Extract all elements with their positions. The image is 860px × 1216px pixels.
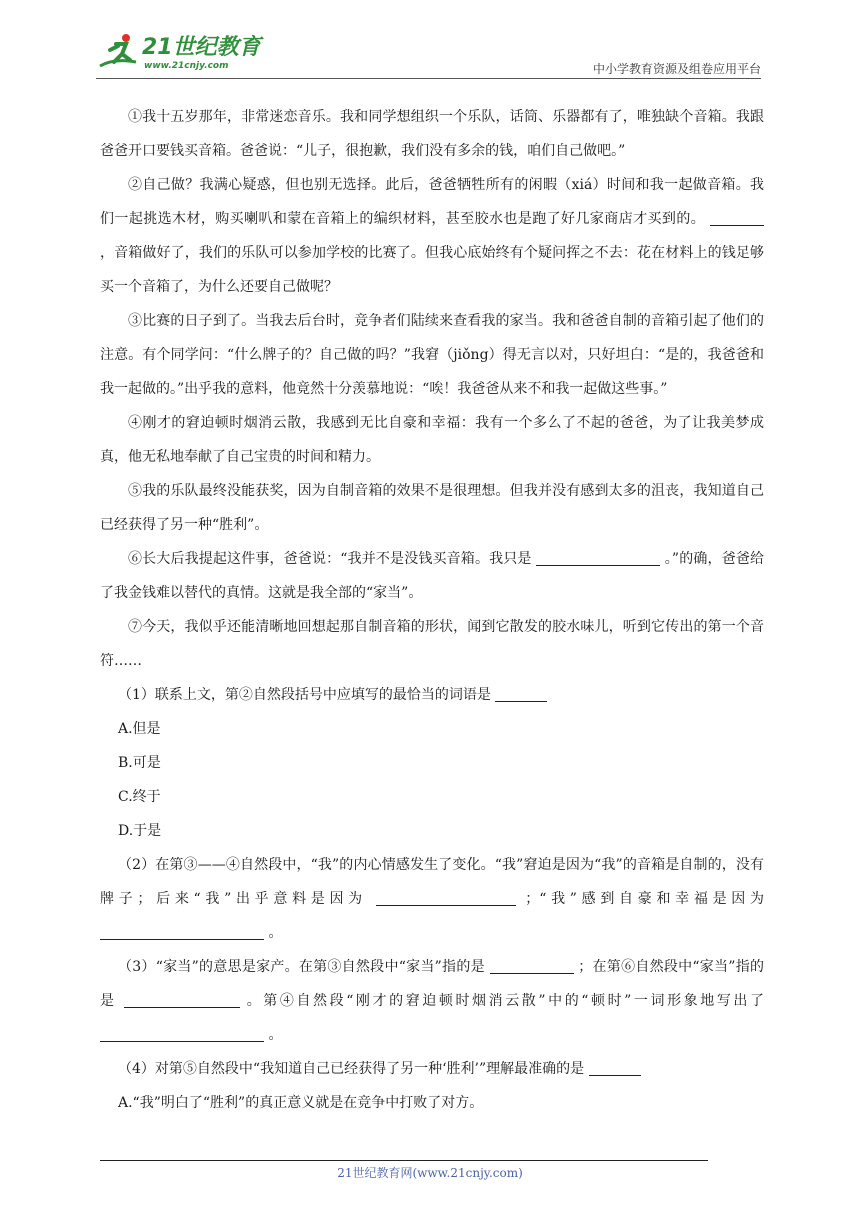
answer-blank-q1[interactable]: [495, 685, 547, 702]
paragraph-6-text: ⑥长大后我提起这件事，爸爸说：“我并不是没钱买音箱。我只是: [128, 551, 532, 567]
paragraph-7: ⑦今天，我似乎还能清晰地回想起那自制音箱的形状，闻到它散发的胶水味儿，听到它传出的第一个音符……: [100, 619, 764, 669]
question-3-text-b: ；在第⑥自然段中“家当”指的是: [100, 959, 764, 1009]
option-a[interactable]: A.但是: [118, 721, 161, 737]
runner-logo-icon: [96, 32, 144, 72]
paragraph-6: [100, 542, 764, 610]
option-c[interactable]: C.终于: [118, 789, 161, 805]
paragraph-4: ④刚才的窘迫顿时烟消云散，我感到无比自豪和幸福：我有一个多么了不起的爸爸，为了让我美梦成真，他无私地奉献了自己宝贵的时间和精力。: [100, 415, 764, 465]
answer-blank-q3-2[interactable]: [124, 991, 240, 1008]
question-4-text: （4）对第⑤自然段中“我知道自己已经获得了另一种‘胜利’”理解最准确的是: [118, 1061, 585, 1077]
question-1-text: （1）联系上文，第②自然段括号中应填写的最恰当的词语是: [118, 687, 491, 703]
question-2-text-b: ；“我”感到自豪和幸福是因为: [525, 891, 764, 907]
paragraph-2-text-cont: ，音箱做好了，我们的乐队可以参加学校的比赛了。但我心底始终有个疑问挥之不去：花在材料上的钱足够买一个音箱了，为什么还要自己做呢？: [100, 245, 764, 295]
question-4-option-a[interactable]: A.“我”明白了“胜利”的真正意义就是在竞争中打败了对方。: [118, 1095, 484, 1111]
paragraph-2-text: ②自己做？我满心疑惑，但也别无选择。此后，爸爸牺牲所有的闲暇（xiá）时间和我一起做音箱。我们一起挑选木材，购买喇叭和蒙在音箱上的编织材料，甚至胶水也是跑了好几家商店才买到的。: [100, 177, 764, 227]
answer-blank-q2-1[interactable]: [376, 889, 516, 906]
question-3: [100, 950, 764, 1052]
option-d[interactable]: D.于是: [118, 823, 162, 839]
question-2: [100, 848, 764, 950]
answer-blank-q3-3[interactable]: [100, 1025, 264, 1042]
platform-name: 中小学教育资源及组卷应用平台: [592, 62, 761, 76]
answer-blank-q3-1[interactable]: [490, 957, 574, 974]
page-header: [96, 30, 761, 80]
logo-url: www.21cnjy.com: [144, 61, 229, 71]
paragraph-6-text-cont: 。”的确，爸爸给了我金钱难以替代的真情。这就是我全部的“家当”。: [100, 551, 765, 601]
question-2-text: （2）在第③——④自然段中，“我”的内心情感发生了变化。“我”窘迫是因为“我”的音箱是自制的，没有牌子；后来“我”出乎意料是因为: [100, 857, 764, 907]
question-3-text-d: 。: [268, 1027, 283, 1043]
question-1: [100, 678, 764, 712]
document-body: [100, 100, 764, 1120]
paragraph-1: ①我十五岁那年，非常迷恋音乐。我和同学想组织一个乐队，话筒、乐器都有了，唯独缺个音箱。我跟爸爸开口要钱买音箱。爸爸说：“儿子，很抱歉，我们没有多余的钱，咱们自己做吧。”: [100, 109, 764, 159]
paragraph-2: [100, 168, 764, 304]
option-b[interactable]: B.可是: [118, 755, 161, 771]
answer-blank-paragraph-2[interactable]: [710, 209, 764, 226]
question-3-text-c: 。第④自然段“刚才的窘迫顿时烟消云散”中的“顿时”一词形象地写出了: [246, 993, 765, 1009]
answer-blank-q4[interactable]: [589, 1059, 641, 1076]
paragraph-5: ⑤我的乐队最终没能获奖，因为自制音箱的效果不是很理想。但我并没有感到太多的沮丧，我知道自己已经获得了另一种“胜利”。: [100, 483, 764, 533]
logo-text: 21世纪教育: [142, 35, 261, 60]
footer-divider: [100, 1160, 708, 1161]
question-2-text-c: 。: [268, 925, 283, 941]
answer-blank-q2-2[interactable]: [100, 923, 264, 940]
paragraph-3: ③比赛的日子到了。当我去后台时，竞争者们陆续来查看我的家当。我和爸爸自制的音箱引起了他们的注意。有个同学问：“什么牌子的？自己做的吗？”我窘（jiǒng）得无言以对，只好坦白：“是的，我爸爸和我一起做的。”出乎我的意料，他竟然十分羡慕地说：“唉！我爸爸从来不和我一起做这些事。”: [100, 313, 764, 397]
footer-link[interactable]: 21世纪教育网(www.21cnjy.com): [337, 1166, 523, 1180]
header-divider: [96, 78, 761, 79]
question-3-text: （3）“家当”的意思是家产。在第③自然段中“家当”指的是: [118, 959, 485, 975]
site-logo[interactable]: [96, 30, 266, 76]
answer-blank-paragraph-6[interactable]: [536, 549, 660, 566]
question-4: [100, 1052, 764, 1086]
